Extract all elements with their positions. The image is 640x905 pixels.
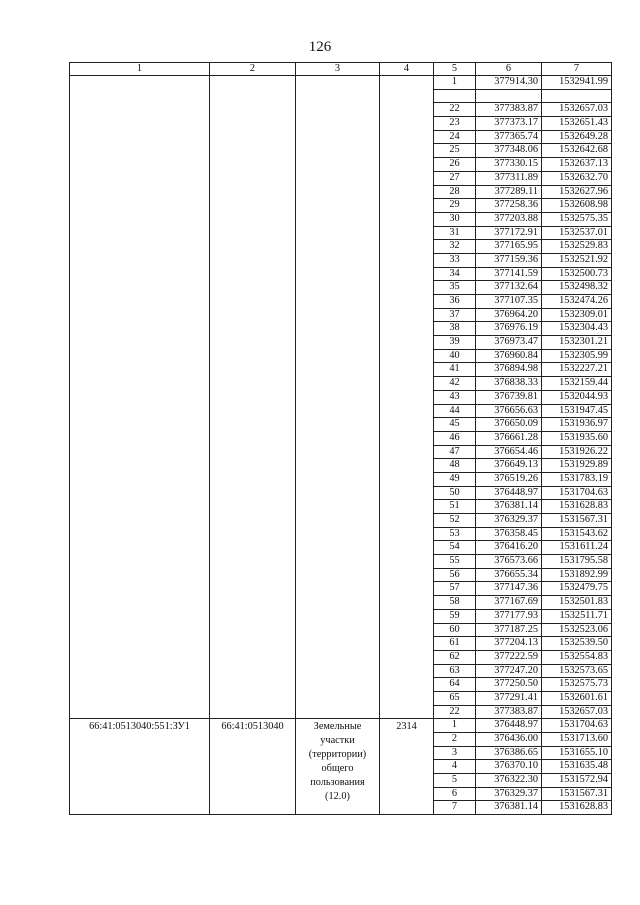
- coord-x: 376655.34: [476, 568, 542, 582]
- point-number: 51: [434, 500, 476, 514]
- coord-y: 1531611.24: [542, 541, 612, 555]
- point-number: 48: [434, 459, 476, 473]
- point-number: 62: [434, 650, 476, 664]
- coord-y: 1532554.83: [542, 650, 612, 664]
- coord-y: 1532575.73: [542, 678, 612, 692]
- point-number: 38: [434, 322, 476, 336]
- coord-y: 1532649.28: [542, 130, 612, 144]
- point-number: 7: [434, 801, 476, 815]
- point-number: 65: [434, 691, 476, 705]
- coord-x: 376960.84: [476, 349, 542, 363]
- point-number: 22: [434, 103, 476, 117]
- header-row: [70, 63, 612, 76]
- coord-x: 376329.37: [476, 514, 542, 528]
- coord-y: 1532627.96: [542, 185, 612, 199]
- point-number: 53: [434, 527, 476, 541]
- point-number: 2: [434, 733, 476, 747]
- coord-x: 377177.93: [476, 609, 542, 623]
- point-number: 44: [434, 404, 476, 418]
- coord-x: 376973.47: [476, 336, 542, 350]
- point-number: 25: [434, 144, 476, 158]
- coord-x: 376964.20: [476, 308, 542, 322]
- parcel-purpose: Земельные участки (территории) общего пользования (12.0): [296, 719, 380, 815]
- point-number: 1: [434, 719, 476, 733]
- coord-x: 377141.59: [476, 267, 542, 281]
- point-number: 4: [434, 760, 476, 774]
- point-number: 29: [434, 199, 476, 213]
- coord-y: 1532573.65: [542, 664, 612, 678]
- coord-y: 1531947.45: [542, 404, 612, 418]
- point-number: 6: [434, 787, 476, 801]
- column-header: 3: [296, 63, 380, 76]
- coord-x: 377247.20: [476, 664, 542, 678]
- continued-cell-1: [70, 76, 210, 719]
- coord-x: 376386.65: [476, 746, 542, 760]
- coord-x: [476, 89, 542, 103]
- point-number: 33: [434, 253, 476, 267]
- coord-x: 376370.10: [476, 760, 542, 774]
- coord-y: 1531926.22: [542, 445, 612, 459]
- coord-y: 1531783.19: [542, 472, 612, 486]
- coord-y: 1532159.44: [542, 377, 612, 391]
- coord-y: 1532304.43: [542, 322, 612, 336]
- point-number: 61: [434, 637, 476, 651]
- coord-x: 376448.97: [476, 719, 542, 733]
- coord-y: 1532657.03: [542, 705, 612, 719]
- point-number: 5: [434, 774, 476, 788]
- coord-y: 1532511.71: [542, 609, 612, 623]
- column-header: 1: [70, 63, 210, 76]
- coord-y: 1532601.61: [542, 691, 612, 705]
- coord-x: 376436.00: [476, 733, 542, 747]
- coord-y: 1531929.89: [542, 459, 612, 473]
- coord-y: 1532227.21: [542, 363, 612, 377]
- coord-y: 1531572.94: [542, 774, 612, 788]
- coord-y: 1532632.70: [542, 171, 612, 185]
- column-header: 5: [434, 63, 476, 76]
- coord-y: 1532498.32: [542, 281, 612, 295]
- coord-x: 377383.87: [476, 705, 542, 719]
- point-number: 46: [434, 431, 476, 445]
- point-number: 36: [434, 295, 476, 309]
- point-number: 59: [434, 609, 476, 623]
- point-number: [434, 89, 476, 103]
- coord-x: 377167.69: [476, 596, 542, 610]
- coordinates-table: [69, 62, 612, 815]
- coord-y: 1531713.60: [542, 733, 612, 747]
- point-number: 63: [434, 664, 476, 678]
- coord-y: 1531567.31: [542, 514, 612, 528]
- coord-y: 1532305.99: [542, 349, 612, 363]
- coord-x: 377222.59: [476, 650, 542, 664]
- point-number: 57: [434, 582, 476, 596]
- point-number: 58: [434, 596, 476, 610]
- coord-x: 376661.28: [476, 431, 542, 445]
- point-number: 26: [434, 158, 476, 172]
- coord-x: 376358.45: [476, 527, 542, 541]
- coord-y: 1532523.06: [542, 623, 612, 637]
- column-header: 2: [210, 63, 296, 76]
- point-number: 39: [434, 336, 476, 350]
- coord-x: 376381.14: [476, 500, 542, 514]
- coord-x: 376573.66: [476, 555, 542, 569]
- column-header: 6: [476, 63, 542, 76]
- coord-x: 377373.17: [476, 117, 542, 131]
- coord-x: 377330.15: [476, 158, 542, 172]
- coord-y: 1532657.03: [542, 103, 612, 117]
- parcel-area: 2314: [380, 719, 434, 815]
- coord-x: 377914.30: [476, 76, 542, 90]
- point-number: 49: [434, 472, 476, 486]
- coord-y: 1532521.92: [542, 253, 612, 267]
- point-number: 54: [434, 541, 476, 555]
- coord-y: 1532608.98: [542, 199, 612, 213]
- point-number: 52: [434, 514, 476, 528]
- point-number: 23: [434, 117, 476, 131]
- point-number: 42: [434, 377, 476, 391]
- coord-y: 1531543.62: [542, 527, 612, 541]
- parcel-cadastral-id: 66:41:0513040:551:ЗУ1: [70, 719, 210, 815]
- coord-y: 1532479.75: [542, 582, 612, 596]
- point-number: 24: [434, 130, 476, 144]
- point-number: 27: [434, 171, 476, 185]
- coord-y: 1531635.48: [542, 760, 612, 774]
- table-row: [70, 719, 612, 733]
- coord-y: 1531795.58: [542, 555, 612, 569]
- point-number: 56: [434, 568, 476, 582]
- coord-x: 377204.13: [476, 637, 542, 651]
- point-number: 37: [434, 308, 476, 322]
- continued-cell-2: [210, 76, 296, 719]
- coord-y: 1532044.93: [542, 390, 612, 404]
- parcel-quarter: 66:41:0513040: [210, 719, 296, 815]
- coord-y: 1531567.31: [542, 787, 612, 801]
- coord-y: 1532309.01: [542, 308, 612, 322]
- point-number: 64: [434, 678, 476, 692]
- coord-y: 1532575.35: [542, 212, 612, 226]
- point-number: 32: [434, 240, 476, 254]
- coord-x: 377132.64: [476, 281, 542, 295]
- coord-y: 1532301.21: [542, 336, 612, 350]
- point-number: 30: [434, 212, 476, 226]
- coord-y: 1531628.83: [542, 500, 612, 514]
- coord-x: 377348.06: [476, 144, 542, 158]
- coord-y: 1531655.10: [542, 746, 612, 760]
- coord-y: 1532529.83: [542, 240, 612, 254]
- point-number: 1: [434, 76, 476, 90]
- coord-x: 376322.30: [476, 774, 542, 788]
- point-number: 60: [434, 623, 476, 637]
- continued-cell-3: [296, 76, 380, 719]
- coord-x: 376329.37: [476, 787, 542, 801]
- page-number: 126: [308, 39, 332, 55]
- coord-y: 1532642.68: [542, 144, 612, 158]
- coord-y: 1532637.13: [542, 158, 612, 172]
- coord-y: 1532537.01: [542, 226, 612, 240]
- coord-x: 376381.14: [476, 801, 542, 815]
- coord-y: 1531628.83: [542, 801, 612, 815]
- coord-x: 376649.13: [476, 459, 542, 473]
- coord-x: 376416.20: [476, 541, 542, 555]
- point-number: 31: [434, 226, 476, 240]
- coord-x: 377172.91: [476, 226, 542, 240]
- point-number: 47: [434, 445, 476, 459]
- coord-x: 376739.81: [476, 390, 542, 404]
- coord-x: 376519.26: [476, 472, 542, 486]
- point-number: 3: [434, 746, 476, 760]
- coord-y: 1531704.63: [542, 486, 612, 500]
- coord-x: 376894.98: [476, 363, 542, 377]
- coord-x: 376650.09: [476, 418, 542, 432]
- coord-x: 377291.41: [476, 691, 542, 705]
- coord-x: 377187.25: [476, 623, 542, 637]
- coord-x: 377159.36: [476, 253, 542, 267]
- coord-y: 1532651.43: [542, 117, 612, 131]
- table-row: [70, 76, 612, 90]
- coord-x: 377365.74: [476, 130, 542, 144]
- coord-y: 1531704.63: [542, 719, 612, 733]
- coord-y: 1532501.83: [542, 596, 612, 610]
- coord-x: 377203.88: [476, 212, 542, 226]
- point-number: 41: [434, 363, 476, 377]
- coord-x: 376838.33: [476, 377, 542, 391]
- column-header: 4: [380, 63, 434, 76]
- coord-y: 1531936.97: [542, 418, 612, 432]
- coord-x: 377147.36: [476, 582, 542, 596]
- column-header: 7: [542, 63, 612, 76]
- coord-y: 1532539.50: [542, 637, 612, 651]
- coord-y: [542, 89, 612, 103]
- point-number: 45: [434, 418, 476, 432]
- point-number: 22: [434, 705, 476, 719]
- coord-x: 376976.19: [476, 322, 542, 336]
- coord-x: 377258.36: [476, 199, 542, 213]
- point-number: 40: [434, 349, 476, 363]
- coord-x: 377311.89: [476, 171, 542, 185]
- point-number: 35: [434, 281, 476, 295]
- point-number: 34: [434, 267, 476, 281]
- coord-x: 377383.87: [476, 103, 542, 117]
- coord-y: 1532941.99: [542, 76, 612, 90]
- point-number: 55: [434, 555, 476, 569]
- coord-x: 377289.11: [476, 185, 542, 199]
- coord-x: 376448.97: [476, 486, 542, 500]
- point-number: 43: [434, 390, 476, 404]
- coord-y: 1531935.60: [542, 431, 612, 445]
- coord-y: 1531892.99: [542, 568, 612, 582]
- coord-x: 377250.50: [476, 678, 542, 692]
- coord-x: 376654.46: [476, 445, 542, 459]
- point-number: 50: [434, 486, 476, 500]
- coord-x: 377165.95: [476, 240, 542, 254]
- continued-cell-4: [380, 76, 434, 719]
- point-number: 28: [434, 185, 476, 199]
- coord-x: 377107.35: [476, 295, 542, 309]
- coord-y: 1532474.26: [542, 295, 612, 309]
- coord-y: 1532500.73: [542, 267, 612, 281]
- coord-x: 376656.63: [476, 404, 542, 418]
